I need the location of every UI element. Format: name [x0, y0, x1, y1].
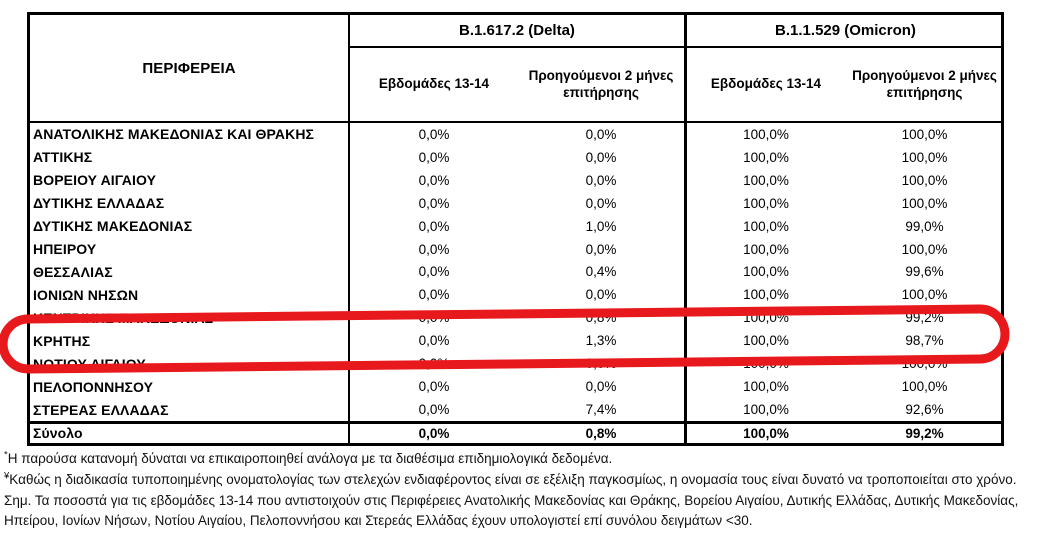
value-cell: 0,0%: [418, 126, 450, 142]
region-cell: ΘΕΣΣΑΛΙΑΣ: [30, 261, 350, 284]
value-cell: 0,0%: [418, 356, 450, 372]
variants-by-region-table: [27, 12, 1004, 446]
omicron-prev-subheader: Προηγούμενοι 2 μήνες επιτήρησης: [845, 48, 1004, 123]
value-cell: 100,0%: [743, 333, 789, 349]
total-value-cell: 0,0%: [350, 421, 518, 443]
total-value-cell: 99,2%: [845, 421, 1004, 443]
value-cell: 0,0%: [518, 123, 687, 146]
region-cell: ΒΟΡΕΙΟΥ ΑΙΓΑΙΟΥ: [30, 169, 350, 192]
value-cell: 100,0%: [901, 172, 948, 188]
value-cell: 0,0%: [418, 264, 450, 280]
value-cell: 0,0%: [518, 375, 687, 398]
region-cell: ΗΠΕΙΡΟΥ: [30, 238, 350, 261]
value-cell: 1,0%: [518, 215, 687, 238]
value-cell: 99,0%: [905, 218, 944, 234]
value-cell: 0,0%: [418, 149, 450, 165]
value-cell: 100,0%: [743, 172, 789, 188]
value-cell: 100,0%: [901, 195, 948, 211]
value-cell: 0,0%: [518, 283, 687, 306]
region-cell: ΔΥΤΙΚΗΣ ΕΛΛΑΔΑΣ: [30, 192, 350, 215]
value-cell: 0,0%: [518, 352, 687, 375]
value-cell: 0,0%: [518, 169, 687, 192]
value-cell: 100,0%: [901, 356, 948, 372]
value-cell: 0,0%: [518, 146, 687, 169]
value-cell: 100,0%: [743, 264, 789, 280]
value-cell: 100,0%: [901, 287, 948, 303]
value-cell: 100,0%: [743, 126, 789, 142]
value-cell: 100,0%: [743, 287, 789, 303]
region-cell: ΔΥΤΙΚΗΣ ΜΑΚΕΔΟΝΙΑΣ: [30, 215, 350, 238]
footnotes-section: [4, 449, 1034, 532]
region-cell: ΣΤΕΡΕΑΣ ΕΛΛΑΔΑΣ: [30, 398, 350, 421]
value-cell: 0,0%: [418, 402, 450, 418]
value-cell: 100,0%: [743, 356, 789, 372]
value-cell: 0,8%: [518, 306, 687, 329]
delta-group-header: B.1.617.2 (Delta): [350, 15, 687, 48]
value-cell: 0,0%: [418, 333, 450, 349]
region-column-header: ΠΕΡΙΦΕΡΕΙΑ: [30, 15, 350, 123]
region-cell: ΑΝΑΤΟΛΙΚΗΣ ΜΑΚΕΔΟΝΙΑΣ ΚΑΙ ΘΡΑΚΗΣ: [30, 123, 350, 146]
omicron-weeks-subheader: Εβδομάδες 13-14: [687, 48, 845, 123]
value-cell: 100,0%: [743, 310, 789, 326]
value-cell: 100,0%: [743, 402, 789, 418]
value-cell: 100,0%: [901, 149, 948, 165]
region-cell: ΠΕΛΟΠΟΝΝΗΣΟΥ: [30, 375, 350, 398]
footnote-2-text: Καθώς η διαδικασία τυποποιημένης ονοματολογίας των στελεχών ενδιαφέροντος είναι σε εξέλιξη παγκοσμίως, η ονομασία τους είναι δυνατό να τροποποιείται στο χρόνο.: [9, 471, 1017, 487]
value-cell: 0,0%: [418, 310, 450, 326]
region-cell-highlighted: ΚΡΗΤΗΣ: [30, 329, 350, 352]
value-cell: 92,6%: [905, 402, 944, 418]
footnote-2: [4, 470, 1034, 490]
value-cell: 100,0%: [901, 379, 948, 395]
footnote-1: [4, 449, 1034, 469]
value-cell: 0,4%: [518, 261, 687, 284]
region-cell: ΝΟΤΙΟΥ ΑΙΓΑΙΟΥ: [30, 352, 350, 375]
value-cell: 100,0%: [743, 149, 789, 165]
value-cell: 100,0%: [901, 126, 948, 142]
value-cell: 0,0%: [418, 195, 450, 211]
region-cell: ΙΟΝΙΩΝ ΝΗΣΩΝ: [30, 283, 350, 306]
value-cell: 98,7%: [905, 333, 944, 349]
footnote-3-text: Σημ. Τα ποσοστά για τις εβδομάδες 13-14 που αντιστοιχούν στις Περιφέρειες Ανατολικής Μακεδονίας και Θράκης, Βορείου Αιγαίου, Δυτικής Ελλάδας, Δυτικής Μακεδονίας, Ηπείρου, Ιονίων Νήσων, Νοτίου Αιγαίου, Πελοποννήσου και Στερεάς Ελλάδας έχουν υπολογιστεί επί συνόλου δειγμάτων <30.: [4, 492, 1019, 528]
footnote-2-symbol: ¥: [4, 470, 10, 482]
value-cell: 100,0%: [743, 218, 789, 234]
value-cell: 100,0%: [901, 241, 948, 257]
omicron-group-header: B.1.1.529 (Omicron): [687, 15, 1004, 48]
value-cell: 0,0%: [418, 287, 450, 303]
footnote-1-text: Η παρούσα κατανομή δύναται να επικαιροποιηθεί ανάλογα με τα διαθέσιμα επιδημιολογικά δεδομένα.: [7, 451, 613, 466]
value-cell: 99,6%: [905, 264, 944, 280]
value-cell: 0,0%: [418, 172, 450, 188]
value-cell: 0,0%: [418, 218, 450, 234]
region-cell: ΑΤΤΙΚΗΣ: [30, 146, 350, 169]
value-cell: 0,0%: [518, 238, 687, 261]
delta-weeks-subheader: Εβδομάδες 13-14: [350, 48, 518, 123]
value-cell: 1,3%: [518, 329, 687, 352]
value-cell: 0,0%: [418, 241, 450, 257]
value-cell: 100,0%: [743, 379, 789, 395]
total-value-cell: 100,0%: [687, 421, 845, 443]
delta-prev-subheader: Προηγούμενοι 2 μήνες επιτήρησης: [518, 48, 687, 123]
value-cell: 0,0%: [518, 192, 687, 215]
value-cell: 0,0%: [418, 379, 450, 395]
footnote-3: [4, 491, 1034, 531]
value-cell: 100,0%: [743, 195, 789, 211]
region-cell: ΚΕΝΤΡΙΚΗΣ ΜΑΚΕΔΟΝΙΑΣ: [30, 306, 350, 329]
total-row-label: Σύνολο: [30, 421, 350, 443]
value-cell: 99,2%: [905, 310, 944, 326]
value-cell: 7,4%: [518, 398, 687, 421]
total-value-cell: 0,8%: [518, 421, 687, 443]
footnote-1-symbol: *: [4, 449, 8, 461]
value-cell: 100,0%: [743, 241, 789, 257]
